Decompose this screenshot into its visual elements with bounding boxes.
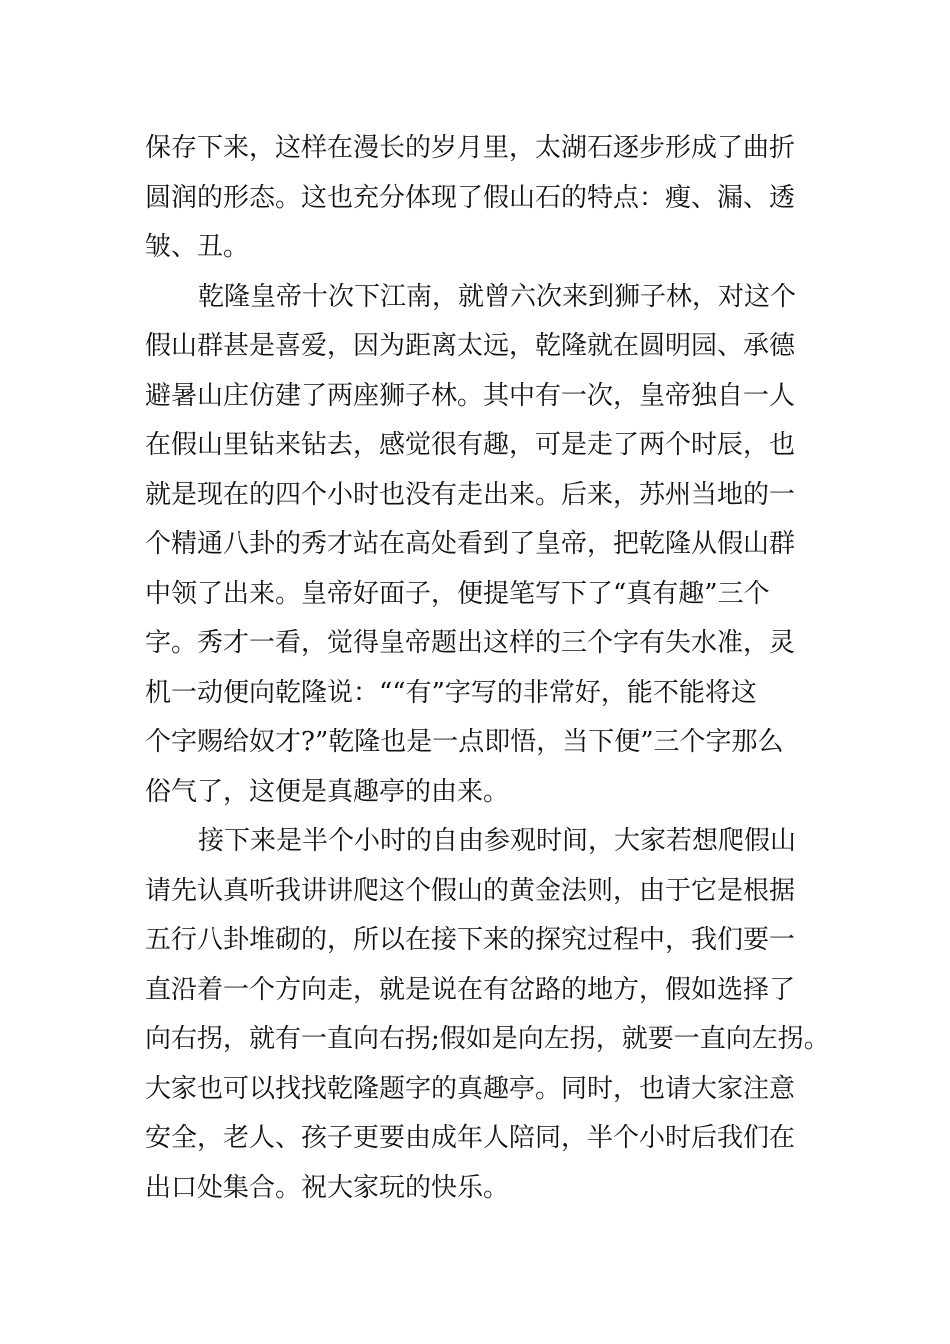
text-line: 圆润的形态。这也充分体现了假山石的特点：瘦、漏、透: [145, 182, 796, 213]
text-line: 个字赐给奴才?”乾隆也是一点即悟，当下便”三个字那么: [145, 727, 784, 757]
text-line: 就是现在的四个小时也没有走出来。后来，苏州当地的一: [145, 479, 796, 510]
text-line: 机一动便向乾隆说：““有”字写的非常好，能不能将这: [145, 677, 757, 708]
document-body: [145, 124, 835, 1213]
text-line: 字。秀才一看，觉得皇帝题出这样的三个字有失水准，灵: [145, 628, 796, 658]
text-line: 安全，老人、孩子更要由成年人陪同，半个小时后我们在: [145, 1123, 796, 1153]
text-line: 避暑山庄仿建了两座狮子林。其中有一次，皇帝独自一人: [145, 380, 796, 411]
paragraph-1: [145, 124, 835, 273]
text-line: 皱、丑。: [145, 232, 250, 262]
text-line: 乾隆皇帝十次下江南，就曾六次来到狮子林，对这个: [198, 281, 797, 312]
text-line: 保存下来，这样在漫长的岁月里，太湖石逐步形成了曲折: [145, 133, 796, 163]
text-line: 直沿着一个方向走，就是说在有岔路的地方，假如选择了: [145, 974, 796, 1005]
text-line: 在假山里钻来钻去，感觉很有趣，可是走了两个时辰，也: [145, 430, 796, 460]
text-line: 向右拐，就有一直向右拐;假如是向左拐，就要一直向左拐。: [145, 1024, 830, 1054]
text-line: 个精通八卦的秀才站在高处看到了皇帝，把乾隆从假山群: [145, 529, 796, 559]
text-line: 中领了出来。皇帝好面子，便提笔写下了“真有趣”三个: [145, 578, 770, 609]
text-line: 大家也可以找找乾隆题字的真趣亭。同时，也请大家注意: [145, 1073, 796, 1104]
text-line: 出口处集合。祝大家玩的快乐。: [145, 1172, 510, 1203]
text-line: 接下来是半个小时的自由参观时间，大家若想爬假山: [198, 826, 797, 856]
text-line: 俗气了，这便是真趣亭的由来。: [145, 776, 510, 807]
paragraph-3: [145, 817, 835, 1213]
text-line: 请先认真听我讲讲爬这个假山的黄金法则，由于它是根据: [145, 875, 796, 906]
paragraph-2: [145, 273, 835, 818]
text-line: 假山群甚是喜爱，因为距离太远，乾隆就在圆明园、承德: [145, 331, 796, 361]
text-line: 五行八卦堆砌的，所以在接下来的探究过程中，我们要一: [145, 925, 796, 955]
